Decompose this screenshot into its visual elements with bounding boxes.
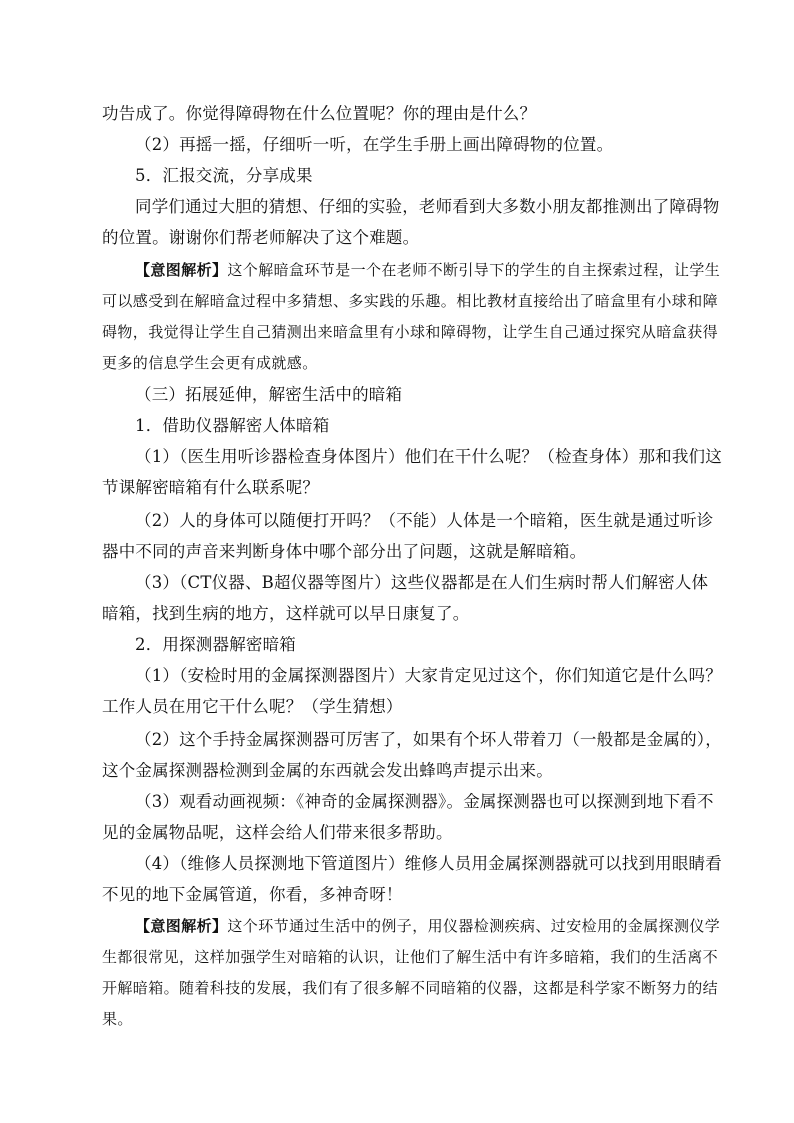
paragraph-item-1: （1）（医生用听诊器检查身体图片）他们在干什么呢？（检查身体）那和我们这节课解密暗箱有什么联系呢？ [102,447,722,497]
intent-analysis-2 [102,911,722,1035]
section-heading-3: （三）拓展延伸，解密生活中的暗箱 [135,385,403,404]
paragraph-detector-3: （3）观看动画视频：《神奇的金属探测器》。金属探测器也可以探测到地下看不见的金属物品呢，这样会给人们带来很多帮助。 [102,792,714,842]
heading-step-5: 5．汇报交流，分享成果 [135,166,313,185]
intent-analysis-text: 这个环节通过生活中的例子，用仪器检测疾病、过安检用的金属探测仪学生都很常见，这样加强学生对暗箱的认识，让他们了解生活中有许多暗箱，我们的生活离不开解暗箱。随着科技的发展，我们有了很多解不同暗箱的仪器，这都是科学家不断努力的结果。 [102,917,721,1028]
paragraph-item-3: （3）（CT仪器、B超仪器等图片）这些仪器都是在人们生病时帮人们解密人体暗箱，找到生病的地方，这样就可以早日康复了。 [102,573,709,623]
paragraph-detector-4: （4）（维修人员探测地下管道图片）维修人员用金属探测器就可以找到用眼睛看不见的地下金属管道，你看，多神奇呀！ [102,854,722,904]
intent-analysis-text: 这个解暗盒环节是一个在老师不断引导下的学生的自主探索过程，让学生可以感受到在解暗盒过程中多猜想、多实践的乐趣。相比教材直接给出了暗盒里有小球和障碍物，我觉得让学生自己猜测出来暗盒里有小球和障碍物，让学生自己通过探究从暗盒获得更多的信息学生会更有成就感。 [102,261,721,372]
paragraph-step-2: （2）再摇一摇，仔细听一听，在学生手册上画出障碍物的位置。 [135,135,614,154]
paragraph-detector-2: （2）这个手持金属探测器可厉害了，如果有个坏人带着刀（一般都是金属的），这个金属探测器检测到金属的东西就会发出蜂鸣声提示出来。 [102,730,722,780]
subheading-1: 1．借助仪器解密人体暗箱 [135,416,330,435]
paragraph-continuation: 功告成了。你觉得障碍物在什么位置呢？你的理由是什么？ [102,104,537,123]
paragraph-item-2: （2）人的身体可以随便打开吗？（不能）人体是一个暗箱，医生就是通过听诊器中不同的声音来判断身体中哪个部分出了问题，这就是解暗箱。 [102,511,714,561]
subheading-2: 2．用探测器解密暗箱 [135,635,296,654]
paragraph-summary: 同学们通过大胆的猜想、仔细的实验，老师看到大多数小朋友都推测出了障碍物的位置。谢谢你们帮老师解决了这个难题。 [102,197,720,247]
intent-analysis-tag: 【意图解析】 [135,261,228,279]
intent-analysis-tag: 【意图解析】 [135,917,228,935]
intent-analysis-1 [102,255,722,379]
paragraph-detector-1: （1）（安检时用的金属探测器图片）大家肯定见过这个，你们知道它是什么吗？工作人员在用它干什么呢？（学生猜想） [102,666,722,716]
